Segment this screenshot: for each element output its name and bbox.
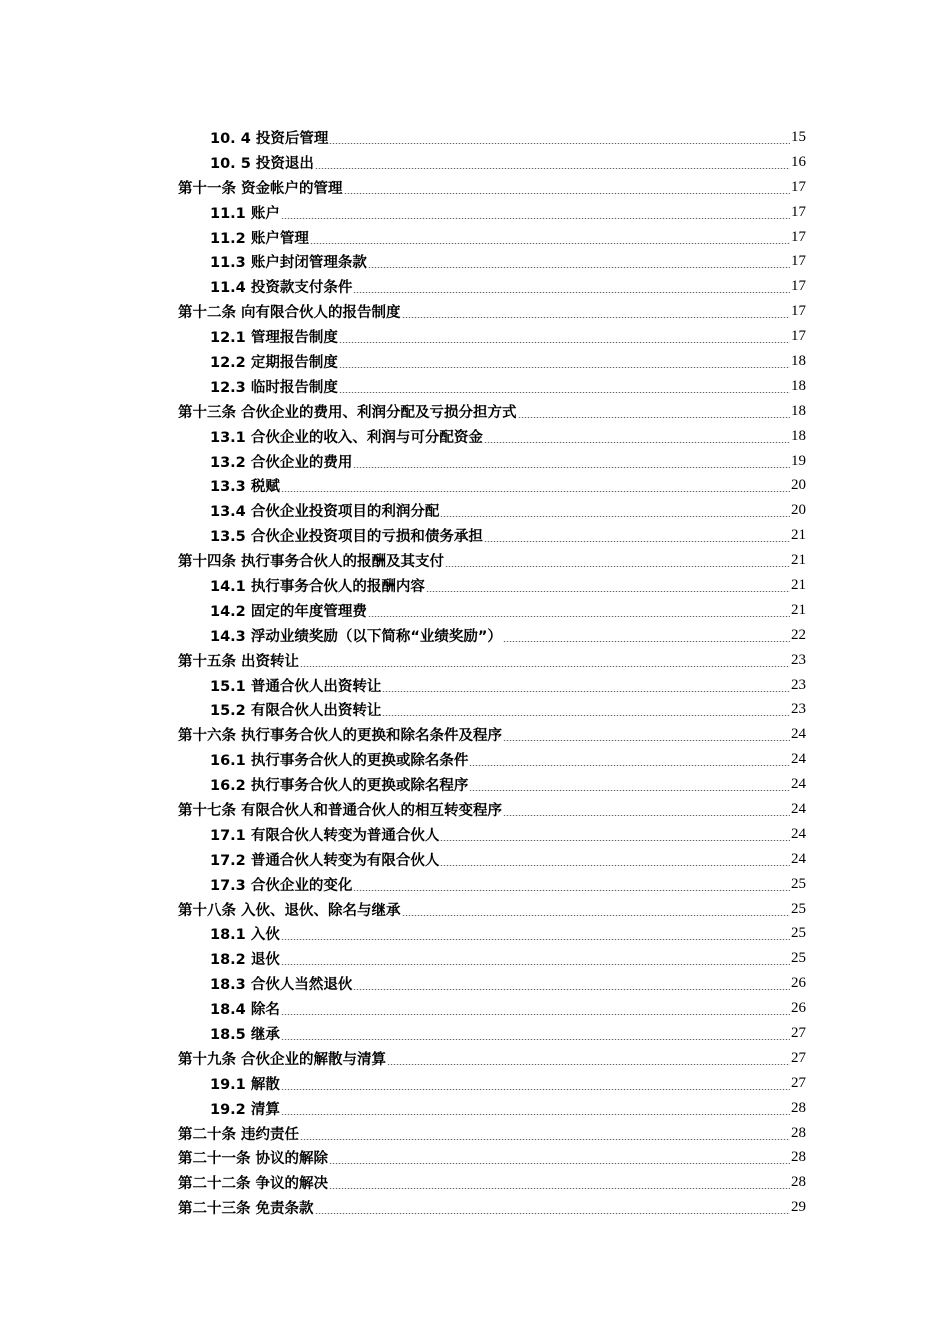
toc-dot-leader bbox=[382, 691, 790, 692]
toc-page-number: 17 bbox=[791, 328, 806, 345]
toc-entry-section[interactable] bbox=[178, 772, 806, 797]
toc-dot-leader bbox=[310, 243, 790, 244]
toc-dot-leader bbox=[368, 616, 790, 617]
toc-page-number: 18 bbox=[791, 377, 806, 394]
toc-entry-section[interactable] bbox=[178, 473, 806, 498]
toc-entry-section[interactable] bbox=[178, 872, 806, 897]
toc-page-number: 25 bbox=[791, 900, 806, 917]
toc-entry-title: 第二十条 违约责任 bbox=[178, 1126, 300, 1143]
toc-entry-section[interactable] bbox=[178, 449, 806, 474]
toc-entry-article[interactable] bbox=[178, 299, 806, 324]
toc-entry-title: 10. 4 投资后管理 bbox=[210, 130, 329, 147]
toc-dot-leader bbox=[281, 964, 790, 965]
toc-dot-leader bbox=[300, 1139, 790, 1140]
toc-entry-section[interactable] bbox=[178, 822, 806, 847]
toc-page-number: 21 bbox=[791, 601, 806, 618]
toc-dot-leader bbox=[315, 1213, 790, 1214]
toc-entry-title: 第十一条 资金帐户的管理 bbox=[178, 180, 343, 197]
toc-entry-section[interactable] bbox=[178, 125, 806, 150]
toc-entry-title: 第十四条 执行事务合伙人的报酬及其支付 bbox=[178, 554, 445, 571]
toc-dot-leader bbox=[339, 367, 790, 368]
toc-dot-leader bbox=[402, 915, 790, 916]
toc-entry-title: 19.1 解散 bbox=[210, 1076, 280, 1093]
toc-page-number: 28 bbox=[791, 1174, 806, 1191]
toc-entry-title: 15.2 有限合伙人出资转让 bbox=[210, 703, 382, 720]
toc-entry-title: 14.1 执行事务合伙人的报酬内容 bbox=[210, 578, 425, 595]
toc-page-number: 25 bbox=[791, 950, 806, 967]
toc-dot-leader bbox=[353, 467, 790, 468]
toc-page-number: 17 bbox=[791, 253, 806, 270]
toc-entry-section[interactable] bbox=[178, 424, 806, 449]
toc-entry-section[interactable] bbox=[178, 847, 806, 872]
toc-entry-section[interactable] bbox=[178, 697, 806, 722]
toc-entry-section[interactable] bbox=[178, 274, 806, 299]
toc-entry-section[interactable] bbox=[178, 996, 806, 1021]
toc-page-number: 15 bbox=[791, 128, 806, 145]
toc-entry-section[interactable] bbox=[178, 200, 806, 225]
toc-entry-article[interactable] bbox=[178, 1146, 806, 1171]
toc-page-number: 27 bbox=[791, 1049, 806, 1066]
toc-entry-article[interactable] bbox=[178, 722, 806, 747]
toc-page-number: 20 bbox=[791, 477, 806, 494]
toc-dot-leader bbox=[368, 267, 790, 268]
toc-page-number: 17 bbox=[791, 303, 806, 320]
toc-dot-leader bbox=[281, 1089, 790, 1090]
toc-entry-article[interactable] bbox=[178, 1195, 806, 1220]
toc-entry-title: 11.3 账户封闭管理条款 bbox=[210, 255, 367, 272]
toc-entry-section[interactable] bbox=[178, 374, 806, 399]
toc-dot-leader bbox=[402, 317, 790, 318]
toc-entry-section[interactable] bbox=[178, 747, 806, 772]
toc-dot-leader bbox=[484, 541, 790, 542]
toc-page-number: 17 bbox=[791, 228, 806, 245]
toc-page-number: 23 bbox=[791, 676, 806, 693]
toc-dot-leader bbox=[445, 566, 790, 567]
toc-page-number: 21 bbox=[791, 552, 806, 569]
toc-page-number: 21 bbox=[791, 527, 806, 544]
toc-page-number: 28 bbox=[791, 1099, 806, 1116]
toc-page-number: 24 bbox=[791, 800, 806, 817]
toc-entry-title: 第十二条 向有限合伙人的报告制度 bbox=[178, 305, 401, 322]
toc-entry-title: 11.2 账户管理 bbox=[210, 230, 309, 247]
toc-dot-leader bbox=[281, 1039, 790, 1040]
toc-page-number: 28 bbox=[791, 1149, 806, 1166]
toc-entry-section[interactable] bbox=[178, 324, 806, 349]
toc-entry-title: 18.1 入伙 bbox=[210, 927, 280, 944]
toc-dot-leader bbox=[503, 740, 790, 741]
toc-dot-leader bbox=[440, 840, 790, 841]
toc-dot-leader bbox=[329, 143, 790, 144]
toc-entry-title: 第十六条 执行事务合伙人的更换和除名条件及程序 bbox=[178, 728, 503, 745]
toc-entry-title: 15.1 普通合伙人出资转让 bbox=[210, 678, 382, 695]
toc-entry-title: 18.5 继承 bbox=[210, 1027, 280, 1043]
toc-entry-title: 18.4 除名 bbox=[210, 1002, 280, 1019]
toc-page-number: 23 bbox=[791, 651, 806, 668]
toc-page-number: 21 bbox=[791, 576, 806, 593]
toc-dot-leader bbox=[503, 641, 790, 642]
toc-page-number: 29 bbox=[791, 1199, 806, 1216]
toc-entry-section[interactable] bbox=[178, 249, 806, 274]
table-of-contents bbox=[178, 125, 806, 1220]
toc-entry-article[interactable] bbox=[178, 897, 806, 922]
toc-dot-leader bbox=[300, 666, 790, 667]
toc-entry-title: 17.2 普通合伙人转变为有限合伙人 bbox=[210, 852, 440, 869]
toc-page-number: 24 bbox=[791, 751, 806, 768]
toc-dot-leader bbox=[281, 491, 790, 492]
toc-dot-leader bbox=[329, 1163, 790, 1164]
toc-entry-article[interactable] bbox=[178, 1046, 806, 1071]
toc-page-number: 18 bbox=[791, 402, 806, 419]
toc-entry-title: 17.3 合伙企业的变化 bbox=[210, 877, 353, 894]
toc-dot-leader bbox=[281, 939, 790, 940]
toc-page-number: 27 bbox=[791, 1074, 806, 1091]
toc-entry-title: 第二十三条 免责条款 bbox=[178, 1201, 314, 1218]
toc-entry-article[interactable] bbox=[178, 1121, 806, 1146]
toc-entry-title: 17.1 有限合伙人转变为普通合伙人 bbox=[210, 827, 440, 844]
toc-page-number: 18 bbox=[791, 352, 806, 369]
toc-entry-section[interactable] bbox=[178, 498, 806, 523]
toc-entry-title: 第十九条 合伙企业的解散与清算 bbox=[178, 1051, 387, 1068]
toc-entry-title: 第十三条 合伙企业的费用、利润分配及亏损分担方式 bbox=[178, 404, 517, 421]
toc-dot-leader bbox=[281, 218, 790, 219]
toc-entry-article[interactable] bbox=[178, 399, 806, 424]
toc-entry-article[interactable] bbox=[178, 797, 806, 822]
toc-entry-title: 16.2 执行事务合伙人的更换或除名程序 bbox=[210, 778, 469, 795]
toc-page-number: 26 bbox=[791, 975, 806, 992]
toc-page-number: 16 bbox=[791, 153, 806, 170]
toc-page-number: 17 bbox=[791, 178, 806, 195]
toc-page-number: 26 bbox=[791, 1000, 806, 1017]
toc-dot-leader bbox=[484, 442, 790, 443]
toc-entry-article[interactable] bbox=[178, 175, 806, 200]
toc-dot-leader bbox=[339, 392, 790, 393]
toc-page-number: 24 bbox=[791, 776, 806, 793]
toc-entry-section[interactable] bbox=[178, 673, 806, 698]
toc-entry-title: 12.2 定期报告制度 bbox=[210, 354, 338, 371]
toc-entry-title: 14.3 浮动业绩奖励（以下简称“业绩奖励”） bbox=[210, 628, 502, 645]
toc-page-number: 23 bbox=[791, 701, 806, 718]
toc-dot-leader bbox=[281, 1014, 790, 1015]
toc-entry-title: 11.1 账户 bbox=[210, 205, 280, 222]
toc-entry-title: 13.3 税赋 bbox=[210, 479, 280, 496]
toc-entry-title: 18.2 退伙 bbox=[210, 952, 280, 969]
toc-entry-title: 11.4 投资款支付条件 bbox=[210, 280, 353, 297]
toc-page-number: 19 bbox=[791, 452, 806, 469]
toc-dot-leader bbox=[353, 890, 790, 891]
toc-entry-title: 13.1 合伙企业的收入、利润与可分配资金 bbox=[210, 429, 483, 446]
toc-page-number: 28 bbox=[791, 1124, 806, 1141]
toc-dot-leader bbox=[426, 591, 790, 592]
toc-page-number: 20 bbox=[791, 502, 806, 519]
toc-page-number: 24 bbox=[791, 850, 806, 867]
toc-page-number: 25 bbox=[791, 925, 806, 942]
toc-entry-section[interactable] bbox=[178, 349, 806, 374]
toc-entry-title: 第十八条 入伙、退伙、除名与继承 bbox=[178, 902, 401, 919]
toc-entry-article[interactable] bbox=[178, 1170, 806, 1195]
toc-page-number: 22 bbox=[791, 626, 806, 643]
toc-entry-section[interactable] bbox=[178, 1096, 806, 1121]
toc-page-number: 24 bbox=[791, 726, 806, 743]
toc-dot-leader bbox=[469, 765, 790, 766]
toc-entry-section[interactable] bbox=[178, 523, 806, 548]
toc-dot-leader bbox=[518, 417, 790, 418]
toc-entry-title: 12.1 管理报告制度 bbox=[210, 330, 338, 347]
toc-entry-section[interactable] bbox=[178, 623, 806, 648]
toc-dot-leader bbox=[344, 193, 790, 194]
toc-entry-section[interactable] bbox=[178, 573, 806, 598]
toc-entry-title: 第二十二条 争议的解决 bbox=[178, 1176, 329, 1193]
toc-page-number: 17 bbox=[791, 278, 806, 295]
toc-entry-title: 18.3 合伙人当然退伙 bbox=[210, 977, 353, 994]
toc-entry-title: 第十五条 出资转让 bbox=[178, 653, 300, 670]
toc-entry-section[interactable] bbox=[178, 946, 806, 971]
toc-page-number: 17 bbox=[791, 203, 806, 220]
toc-page-number: 18 bbox=[791, 427, 806, 444]
toc-dot-leader bbox=[382, 715, 790, 716]
toc-dot-leader bbox=[503, 815, 790, 816]
toc-entry-article[interactable] bbox=[178, 548, 806, 573]
toc-entry-section[interactable] bbox=[178, 1071, 806, 1096]
toc-dot-leader bbox=[440, 516, 790, 517]
toc-dot-leader bbox=[315, 168, 790, 169]
toc-dot-leader bbox=[353, 989, 790, 990]
toc-entry-title: 13.5 合伙企业投资项目的亏损和债务承担 bbox=[210, 529, 483, 546]
toc-dot-leader bbox=[353, 292, 790, 293]
toc-entry-article[interactable] bbox=[178, 648, 806, 673]
toc-entry-section[interactable] bbox=[178, 225, 806, 250]
toc-entry-section[interactable] bbox=[178, 150, 806, 175]
toc-entry-section[interactable] bbox=[178, 971, 806, 996]
toc-entry-title: 19.2 清算 bbox=[210, 1101, 280, 1118]
toc-page-number: 24 bbox=[791, 825, 806, 842]
toc-dot-leader bbox=[440, 865, 790, 866]
toc-entry-section[interactable] bbox=[178, 922, 806, 947]
toc-entry-title: 第二十一条 协议的解除 bbox=[178, 1151, 329, 1168]
toc-entry-title: 13.4 合伙企业投资项目的利润分配 bbox=[210, 504, 440, 521]
toc-entry-title: 第十七条 有限合伙人和普通合伙人的相互转变程序 bbox=[178, 802, 503, 819]
toc-page-number: 27 bbox=[791, 1025, 806, 1041]
toc-page-number: 25 bbox=[791, 875, 806, 892]
toc-entry-title: 12.3 临时报告制度 bbox=[210, 379, 338, 396]
toc-dot-leader bbox=[387, 1064, 790, 1065]
toc-entry-title: 13.2 合伙企业的费用 bbox=[210, 454, 353, 471]
toc-entry-title: 14.2 固定的年度管理费 bbox=[210, 603, 367, 620]
toc-entry-title: 16.1 执行事务合伙人的更换或除名条件 bbox=[210, 753, 469, 770]
toc-dot-leader bbox=[329, 1188, 790, 1189]
toc-entry-section[interactable] bbox=[178, 598, 806, 623]
toc-dot-leader bbox=[339, 342, 790, 343]
toc-entry-section[interactable] bbox=[178, 1021, 806, 1046]
toc-dot-leader bbox=[469, 790, 790, 791]
toc-dot-leader bbox=[281, 1114, 790, 1115]
toc-entry-title: 10. 5 投资退出 bbox=[210, 155, 314, 172]
